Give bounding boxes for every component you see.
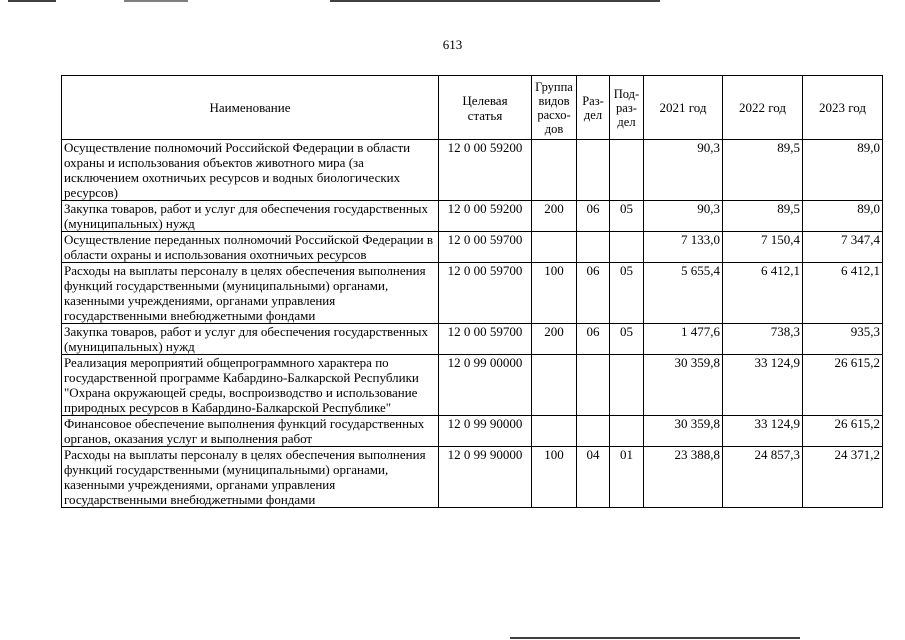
row-target-article: 12 0 00 59700 bbox=[439, 324, 532, 355]
row-name: Расходы на выплаты персоналу в целях обеспечения выполнения функций государственными (муниципальными) органами, казенными учреждениями, органами управления государственными внебюджетными фондами bbox=[62, 263, 439, 324]
row-section: 06 bbox=[577, 324, 610, 355]
row-2022: 24 857,3 bbox=[723, 447, 803, 508]
row-target-article: 12 0 99 00000 bbox=[439, 355, 532, 416]
row-subsection bbox=[610, 140, 644, 201]
row-2021: 30 359,8 bbox=[644, 416, 723, 447]
row-2021: 5 655,4 bbox=[644, 263, 723, 324]
row-expense-group: 200 bbox=[532, 201, 577, 232]
row-section bbox=[577, 355, 610, 416]
row-expense-group bbox=[532, 140, 577, 201]
table-row bbox=[62, 263, 883, 324]
row-subsection bbox=[610, 355, 644, 416]
row-2022: 33 124,9 bbox=[723, 355, 803, 416]
row-section bbox=[577, 416, 610, 447]
row-section bbox=[577, 232, 610, 263]
row-2021: 7 133,0 bbox=[644, 232, 723, 263]
budget-table bbox=[61, 75, 883, 508]
row-section bbox=[577, 140, 610, 201]
header-2023: 2023 год bbox=[803, 76, 883, 140]
header-2021: 2021 год bbox=[644, 76, 723, 140]
row-2023: 6 412,1 bbox=[803, 263, 883, 324]
table-row bbox=[62, 140, 883, 201]
row-2022: 89,5 bbox=[723, 201, 803, 232]
row-subsection: 01 bbox=[610, 447, 644, 508]
header-2022: 2022 год bbox=[723, 76, 803, 140]
row-subsection bbox=[610, 416, 644, 447]
row-expense-group bbox=[532, 232, 577, 263]
header-subsection: Под-раз-дел bbox=[610, 76, 644, 140]
header-section: Раз-дел bbox=[577, 76, 610, 140]
row-subsection: 05 bbox=[610, 324, 644, 355]
row-section: 06 bbox=[577, 263, 610, 324]
row-expense-group bbox=[532, 416, 577, 447]
row-expense-group: 100 bbox=[532, 263, 577, 324]
row-2021: 23 388,8 bbox=[644, 447, 723, 508]
row-section: 06 bbox=[577, 201, 610, 232]
page-number: 613 bbox=[442, 37, 463, 52]
row-2022: 6 412,1 bbox=[723, 263, 803, 324]
row-subsection: 05 bbox=[610, 201, 644, 232]
table-row bbox=[62, 201, 883, 232]
row-target-article: 12 0 99 90000 bbox=[439, 416, 532, 447]
row-2021: 1 477,6 bbox=[644, 324, 723, 355]
row-name: Закупка товаров, работ и услуг для обеспечения государственных (муниципальных) нужд bbox=[62, 201, 439, 232]
row-expense-group: 100 bbox=[532, 447, 577, 508]
row-name: Осуществление переданных полномочий Российской Федерации в области охраны и использования охотничьих ресурсов bbox=[62, 232, 439, 263]
row-2023: 26 615,2 bbox=[803, 416, 883, 447]
table-row bbox=[62, 232, 883, 263]
row-2021: 90,3 bbox=[644, 201, 723, 232]
table-row bbox=[62, 355, 883, 416]
row-name: Осуществление полномочий Российской Федерации в области охраны и использования объектов животного мира (за исключением охотничьих ресурсов и водных биологических ресурсов) bbox=[62, 140, 439, 201]
row-2021: 90,3 bbox=[644, 140, 723, 201]
row-name: Расходы на выплаты персоналу в целях обеспечения выполнения функций государственными (муниципальными) органами, казенными учреждениями, органами управления государственными внебюджетными фондами bbox=[62, 447, 439, 508]
row-name: Финансовое обеспечение выполнения функций государственных органов, оказания услуг и выполнения работ bbox=[62, 416, 439, 447]
table-row bbox=[62, 447, 883, 508]
row-subsection bbox=[610, 232, 644, 263]
row-2022: 89,5 bbox=[723, 140, 803, 201]
header-target-article: Целевая статья bbox=[439, 76, 532, 140]
row-2023: 26 615,2 bbox=[803, 355, 883, 416]
row-2021: 30 359,8 bbox=[644, 355, 723, 416]
table-row bbox=[62, 324, 883, 355]
row-2022: 738,3 bbox=[723, 324, 803, 355]
row-expense-group bbox=[532, 355, 577, 416]
table-header-row bbox=[62, 76, 883, 140]
row-target-article: 12 0 00 59700 bbox=[439, 232, 532, 263]
row-2023: 935,3 bbox=[803, 324, 883, 355]
row-2022: 7 150,4 bbox=[723, 232, 803, 263]
row-section: 04 bbox=[577, 447, 610, 508]
row-2022: 33 124,9 bbox=[723, 416, 803, 447]
row-target-article: 12 0 00 59200 bbox=[439, 140, 532, 201]
row-target-article: 12 0 00 59700 bbox=[439, 263, 532, 324]
row-subsection: 05 bbox=[610, 263, 644, 324]
row-target-article: 12 0 00 59200 bbox=[439, 201, 532, 232]
row-name: Реализация мероприятий общепрограммного характера по государственной программе Кабардино-Балкарской Республики "Охрана окружающей среды, воспроизводство и использование природных ресурсов в Кабардино-Балкарской Республике" bbox=[62, 355, 439, 416]
table-row bbox=[62, 416, 883, 447]
row-expense-group: 200 bbox=[532, 324, 577, 355]
row-2023: 7 347,4 bbox=[803, 232, 883, 263]
row-2023: 24 371,2 bbox=[803, 447, 883, 508]
row-name: Закупка товаров, работ и услуг для обеспечения государственных (муниципальных) нужд bbox=[62, 324, 439, 355]
header-name: Наименование bbox=[62, 76, 439, 140]
row-2023: 89,0 bbox=[803, 140, 883, 201]
row-target-article: 12 0 99 90000 bbox=[439, 447, 532, 508]
header-expense-group: Группа видов расхо-дов bbox=[532, 76, 577, 140]
row-2023: 89,0 bbox=[803, 201, 883, 232]
